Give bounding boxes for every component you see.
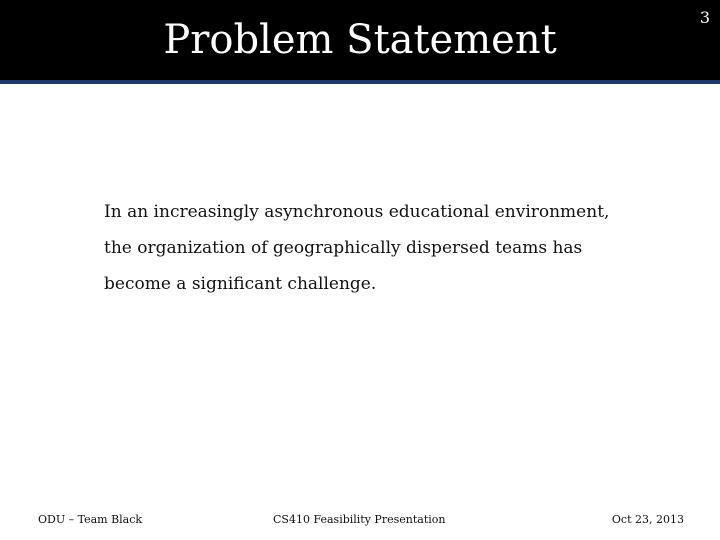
footer-presentation-title: CS410 Feasibility Presentation [273,513,446,526]
footer-date: Oct 23, 2013 [611,513,684,526]
problem-statement-text [104,194,664,302]
slide-header [0,0,720,80]
body-line: In an increasingly asynchronous educational environment, [104,202,610,222]
footer-team: ODU – Team Black [38,513,143,526]
slide-number: 3 [699,8,710,27]
body-line: the organization of geographically dispersed teams has [104,238,583,258]
slide-title: Problem Statement [163,17,557,63]
body-line: become a significant challenge. [104,274,377,294]
header-divider [0,80,720,84]
